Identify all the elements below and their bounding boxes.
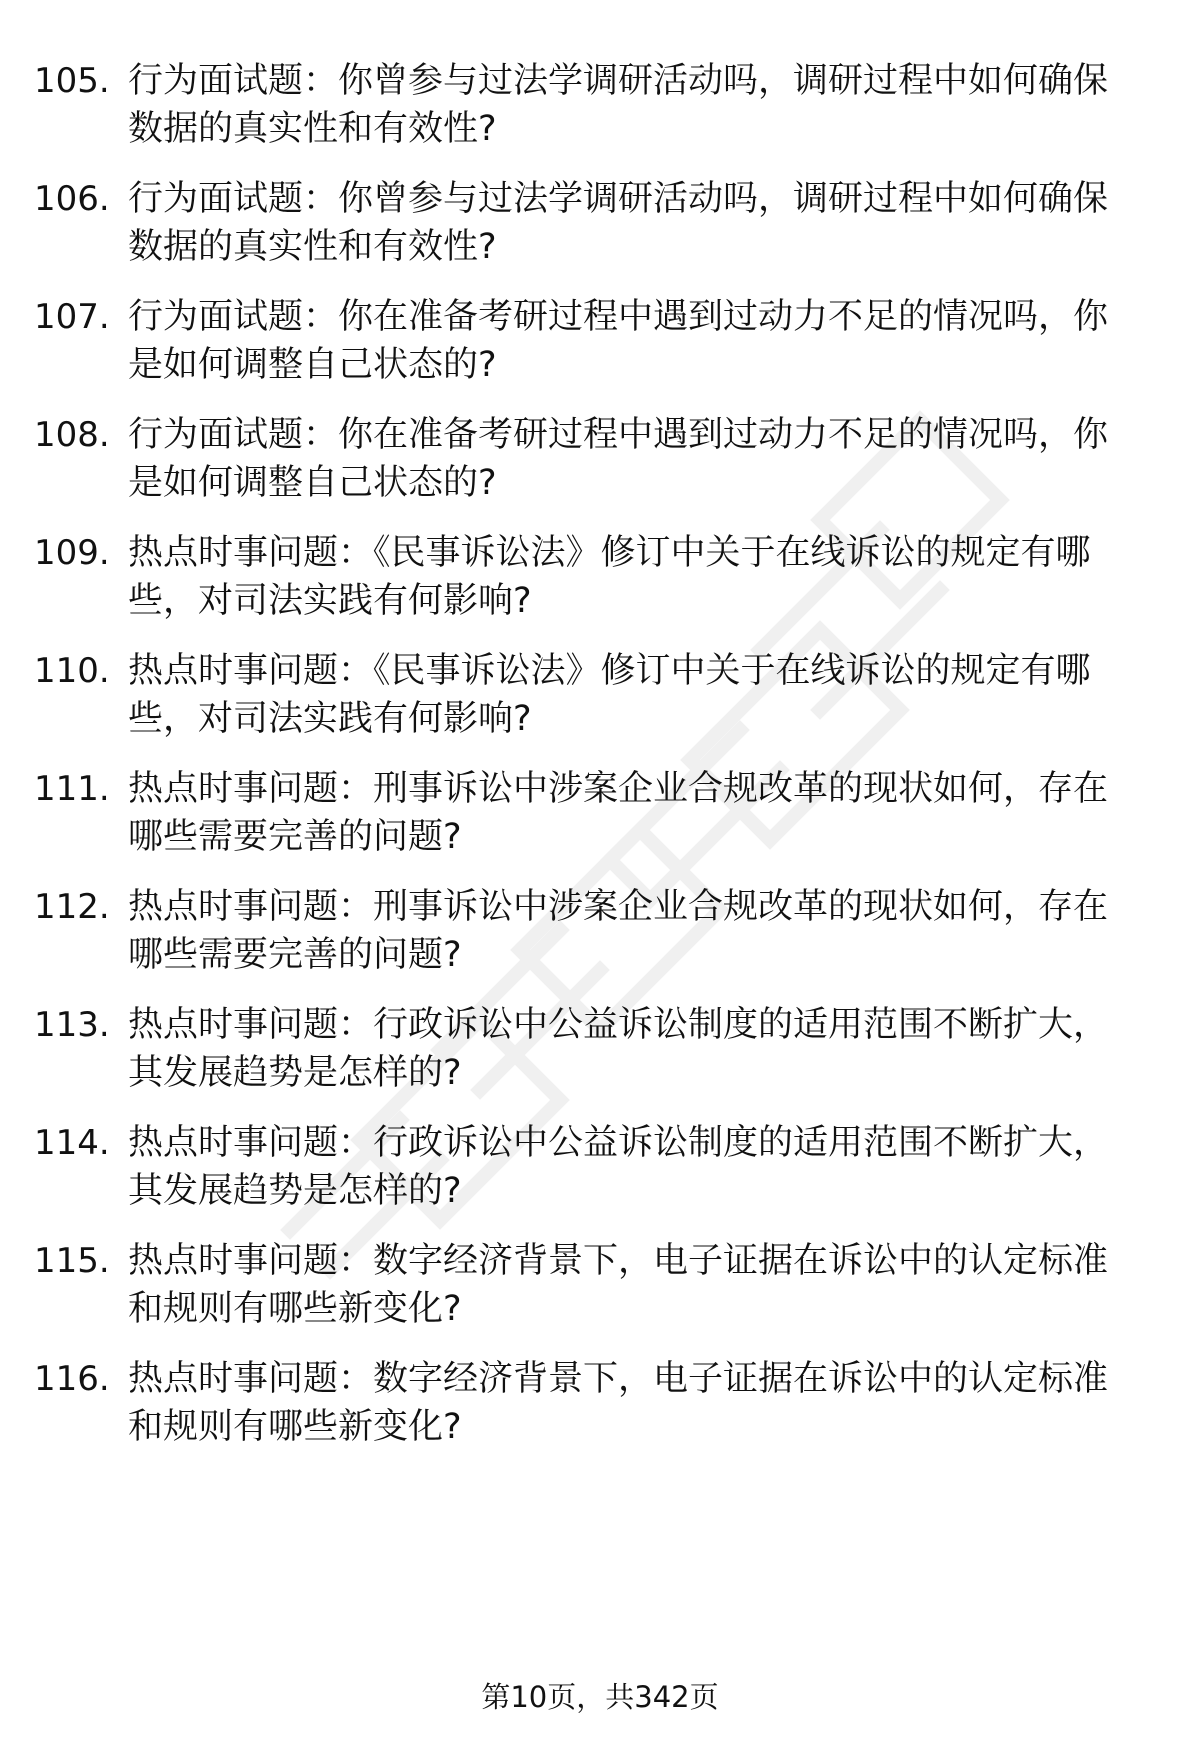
question-text-line-1: 行为面试题：你曾参与过法学调研活动吗，调研过程中如何确保 <box>128 179 1109 219</box>
question-text-line-2: 和规则有哪些新变化? <box>128 1289 462 1329</box>
question-item <box>34 882 1144 992</box>
question-number: 115. <box>34 1241 110 1281</box>
question-item <box>34 1000 1144 1110</box>
question-text-line-1: 行为面试题：你在准备考研过程中遇到过动力不足的情况吗，你 <box>128 415 1109 455</box>
question-text-line-1: 热点时事问题：《民事诉讼法》修订中关于在线诉讼的规定有哪 <box>128 533 1091 573</box>
question-text-line-1: 热点时事问题：刑事诉讼中涉案企业合规改革的现状如何，存在 <box>128 887 1109 927</box>
question-number: 105. <box>34 61 110 101</box>
question-text-line-1: 行为面试题：你曾参与过法学调研活动吗，调研过程中如何确保 <box>128 61 1109 101</box>
question-text-line-1: 热点时事问题：数字经济背景下，电子证据在诉讼中的认定标准 <box>128 1241 1109 1281</box>
question-text-line-2: 数据的真实性和有效性? <box>128 109 497 149</box>
question-number: 107. <box>34 297 110 337</box>
question-text-line-1: 热点时事问题：《民事诉讼法》修订中关于在线诉讼的规定有哪 <box>128 651 1091 691</box>
question-item <box>34 764 1144 874</box>
question-text-line-1: 行为面试题：你在准备考研过程中遇到过动力不足的情况吗，你 <box>128 297 1109 337</box>
question-item <box>34 1236 1144 1346</box>
question-item <box>34 56 1144 166</box>
question-text-line-1: 热点时事问题：行政诉讼中公益诉讼制度的适用范围不断扩大， <box>128 1005 1109 1045</box>
question-text-line-2: 是如何调整自己状态的? <box>128 345 497 385</box>
question-text-line-2: 是如何调整自己状态的? <box>128 463 497 503</box>
question-text-line-2: 数据的真实性和有效性? <box>128 227 497 267</box>
question-text-line-2: 其发展趋势是怎样的? <box>128 1171 462 1211</box>
question-item <box>34 1118 1144 1228</box>
question-item <box>34 528 1144 638</box>
question-number: 111. <box>34 769 110 809</box>
question-number: 114. <box>34 1123 110 1163</box>
question-item <box>34 1354 1144 1464</box>
question-text-line-1: 热点时事问题：刑事诉讼中涉案企业合规改革的现状如何，存在 <box>128 769 1109 809</box>
question-text-line-2: 哪些需要完善的问题? <box>128 935 462 975</box>
question-number: 108. <box>34 415 110 455</box>
question-number: 110. <box>34 651 110 691</box>
question-number: 109. <box>34 533 110 573</box>
question-item <box>34 174 1144 284</box>
question-number: 116. <box>34 1359 110 1399</box>
question-text-line-2: 和规则有哪些新变化? <box>128 1407 462 1447</box>
question-number: 112. <box>34 887 110 927</box>
question-text-line-1: 热点时事问题：数字经济背景下，电子证据在诉讼中的认定标准 <box>128 1359 1109 1399</box>
question-number: 106. <box>34 179 110 219</box>
question-item <box>34 292 1144 402</box>
question-text-line-2: 其发展趋势是怎样的? <box>128 1053 462 1093</box>
question-item <box>34 410 1144 520</box>
question-text-line-2: 哪些需要完善的问题? <box>128 817 462 857</box>
question-number: 113. <box>34 1005 110 1045</box>
question-text-line-2: 些，对司法实践有何影响? <box>128 699 532 739</box>
page-indicator: 第10页，共342页 <box>481 1680 719 1714</box>
question-text-line-1: 热点时事问题：行政诉讼中公益诉讼制度的适用范围不断扩大， <box>128 1123 1109 1163</box>
question-item <box>34 646 1144 756</box>
question-text-line-2: 些，对司法实践有何影响? <box>128 581 532 621</box>
